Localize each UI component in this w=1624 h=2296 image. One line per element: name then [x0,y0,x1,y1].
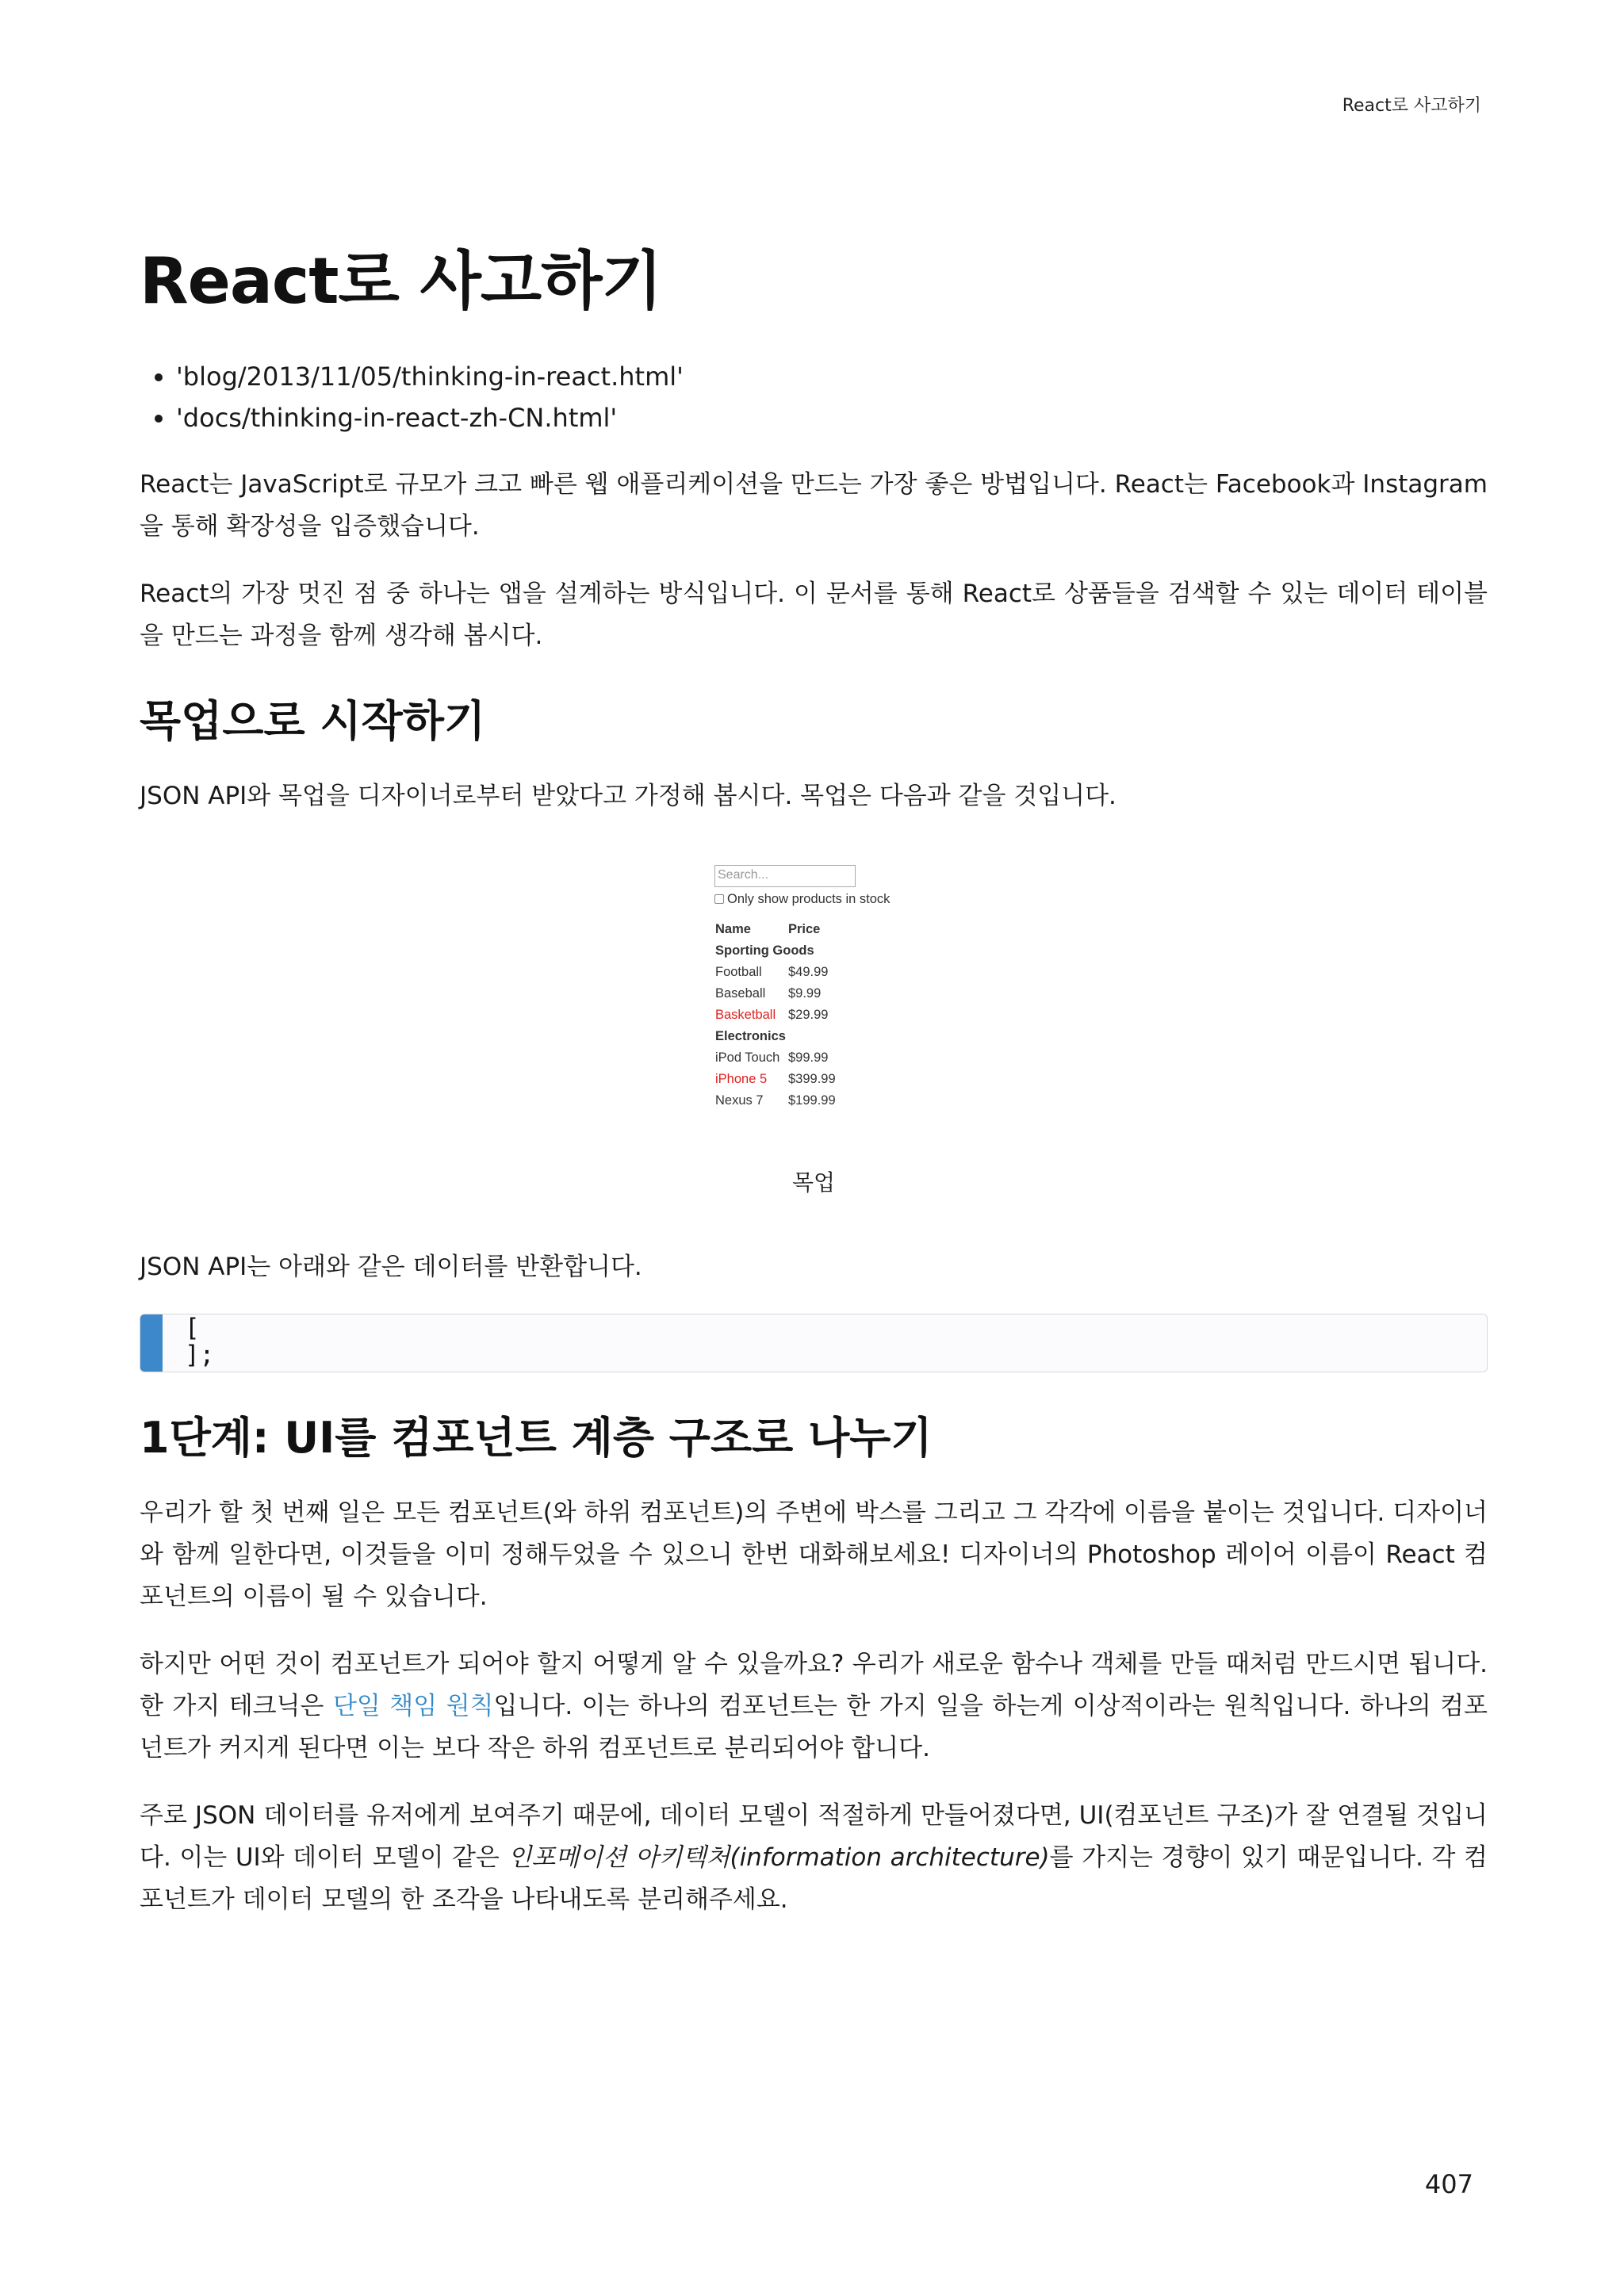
table-row [714,983,837,1004]
table-row [714,1047,837,1069]
category-name: Sporting Goods [715,943,814,958]
main-content [140,230,1488,1946]
paragraph-text: 하지만 어떤 것이 컴포넌트가 되어야 할지 어떻게 알 수 있을까요? 우리가 새로운 함수나 객체를 만들 때처럼 만드시면 됩니다. 한 가지 테크닉은 [140,1650,1488,1720]
product-price: $49.99 [788,965,829,979]
code-block-accent [140,1314,163,1372]
product-name-out-of-stock: Basketball [715,1008,776,1022]
emphasis-text: 인포메이션 아키텍처(information architecture) [508,1843,1050,1872]
code-block [140,1314,1488,1372]
step1-paragraph-1: 우리가 할 첫 번째 일은 모든 컴포넌트(와 하위 컴포넌트)의 주변에 박스를 그리고 그 각각에 이름을 붙이는 것입니다. 디자이너와 함께 일한다면, 이것들을 이미 정해두었을 수 있으니 한번 대화해보세요! 디자이너의 Photoshop 레이어 이름이 React 컴포넌트의 이름이 될 수 있습니다. [140,1498,1488,1611]
section-heading-step1: 1단계: UI를 컴포넌트 계층 구조로 나누기 [140,1413,933,1463]
table-row [714,1004,837,1026]
product-price: $199.99 [788,1093,836,1108]
mockup-product-table [714,919,837,1112]
page-number: 407 [1424,2169,1473,2199]
column-header-name: Name [715,922,751,936]
mockup-intro-paragraph: JSON API와 목업을 디자이너로부터 받았다고 가정해 봅시다. 목업은 다음과 같을 것입니다. [140,782,1116,810]
section-heading-mockup: 목업으로 시작하기 [140,696,486,746]
product-name: Football [715,965,762,979]
intro-paragraph: React는 JavaScript로 규모가 크고 빠른 웹 애플리케이션을 만드는 가장 좋은 방법입니다. React는 Facebook과 Instagram을 통해 확장성을 입증했습니다. [140,470,1488,541]
page-title: React로 사고하기 [140,244,662,318]
product-name-out-of-stock: iPhone 5 [715,1072,768,1086]
paragraph-text: 를 가지는 경향이 있기 때문입니다. 각 컴포넌트가 데이터 모델의 한 조각을 나타내도록 분리해주세요. [140,1843,1488,1914]
mockup-stock-filter [714,890,913,908]
checkbox-icon [714,894,724,904]
product-price: $29.99 [788,1008,829,1022]
mockup-image [714,865,913,1112]
category-name: Electronics [715,1029,786,1043]
category-row [714,1026,837,1047]
step1-paragraph-2 [140,1644,1488,1770]
api-paragraph: JSON API는 아래와 같은 데이터를 반환합니다. [140,1253,642,1281]
code-content: [ ]; [185,1314,215,1369]
paragraph-text: 주로 JSON 데이터를 유저에게 보여주기 때문에, 데이터 모델이 적절하게 만들어졌다면, UI(컴포넌트 구조)가 잘 연결될 것입니다. 이는 UI와 데이터 모델이 같은 [140,1801,1488,1872]
single-responsibility-link[interactable]: 단일 책임 원칙 [332,1692,494,1720]
column-header-price: Price [788,922,821,936]
list-item: • 'blog/2013/11/05/thinking-in-react.html' [176,356,1488,397]
source-link-list [140,356,1488,438]
step1-paragraph-3 [140,1795,1488,1921]
table-row [714,1090,837,1112]
product-name: iPod Touch [715,1050,780,1065]
mockup-figure [140,865,1488,1197]
table-row [714,1069,837,1090]
figure-caption: 목업 [791,1169,836,1196]
mockup-search-input: Search... [714,865,856,887]
product-price: $99.99 [788,1050,829,1065]
category-row [714,940,837,962]
product-price: $9.99 [788,986,822,1001]
mockup-checkbox-label: Only show products in stock [727,891,891,906]
running-header: React로 사고하기 [1342,96,1481,116]
table-row [714,962,837,983]
product-name: Nexus 7 [715,1093,764,1108]
product-price: $399.99 [788,1072,836,1086]
product-name: Baseball [715,986,766,1001]
intro-paragraph-2: React의 가장 멋진 점 중 하나는 앱을 설계하는 방식입니다. 이 문서를 통해 React로 상품들을 검색할 수 있는 데이터 테이블을 만드는 과정을 함께 생각해 봅시다. [140,580,1488,650]
list-item: • 'docs/thinking-in-react-zh-CN.html' [176,397,1488,438]
table-header-row [714,919,837,940]
paragraph-text: 입니다. 이는 하나의 컴포넌트는 한 가지 일을 하는게 이상적이라는 원칙입니다. 하나의 컴포넌트가 커지게 된다면 이는 보다 작은 하위 컴포넌트로 분리되어야 합니다. [140,1692,1488,1762]
